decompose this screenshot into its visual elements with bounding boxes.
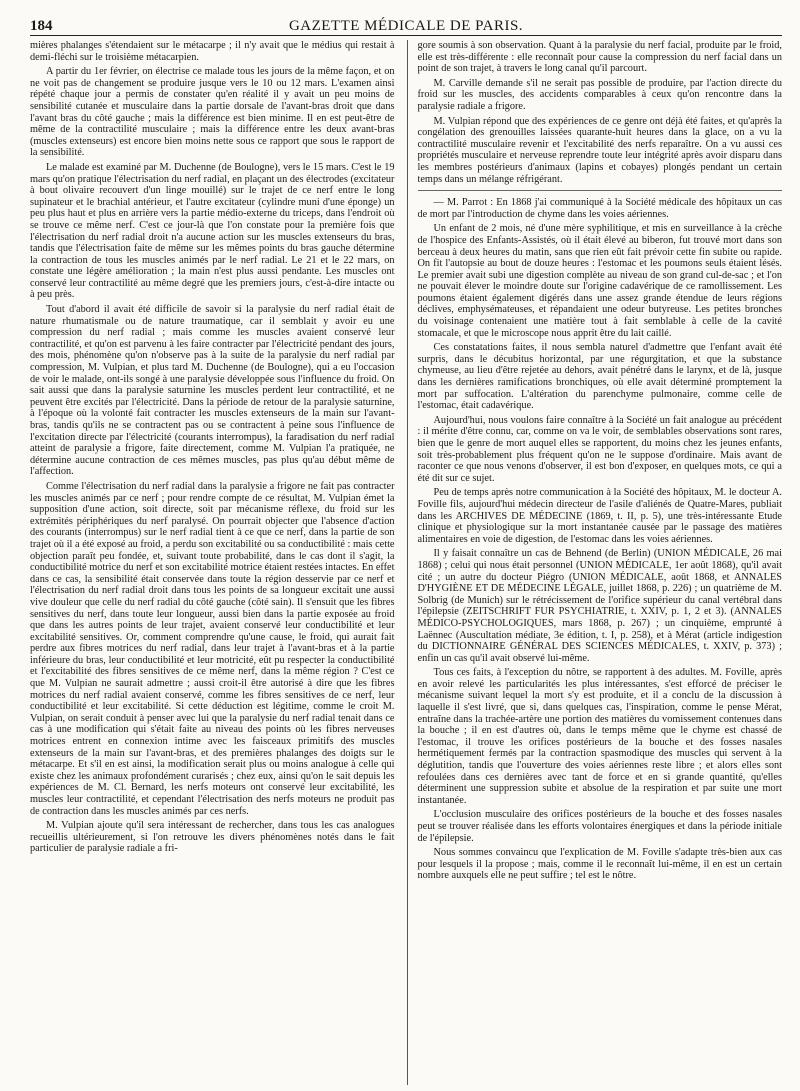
paragraph: Tous ces faits, à l'exception du nôtre, se rapportent à des adultes. M. Foville, après en avoir relevé les particularités les plus intéressantes, s'est efforcé de préciser le mécanisme suivant lequel la mort s'y est produite, et il a conclu de la discussion à laquelle il s'est livré, que si, dans quelques cas, l'inspiration, comme le pense Mérat, entraîne dans la trachée-artère une portion des matières du vomissement contenues dans la bouche ; il en est d'autres où, dans le temps même que le chyme est chassé de l'estomac, il trouve les orifices postérieurs de la bouche et des fosses nasales hermétiquement fermés par la contraction spasmodique des muscles qui servent à la déglutition, tandis que l'ouverture des voies aériennes reste libre ; et alors elles sont refoulées dans ces dernières avec tant de force et en si grande quantité, qu'elles déterminent une suppression subite et absolue de la respiration et par suite une mort instantanée. [417, 667, 782, 806]
paragraph: Peu de temps après notre communication à la Société des hôpitaux, M. le docteur A. Foville fils, aujourd'hui médecin directeur de l'asile d'aliénés de Quatre-Mares, publiait dans les ARCHIVES DE MÉDECINE (1869, t. II, p. 5), une très-intéressante Etude clinique et physiologique sur la mort instantanée causée par le passage des matières alimentaires en voie de digestion, de l'estomac dans les voies aériennes. [417, 487, 782, 545]
text-columns [30, 40, 782, 1085]
paragraph: mières phalanges s'étendaient sur le métacarpe ; il n'y avait que le médius qui restait à demi-fléchi sur le troisième métacarpien. [30, 40, 395, 63]
paragraph: Un enfant de 2 mois, né d'une mère syphilitique, et mis en surveillance à la crèche de l'hospice des Enfants-Assistés, où il était élevé au biberon, fut trouvé mort dans son berceau à deux heures du matin, sans que rien eût fait prévoir cette fin subite ou rapide. On fit l'autopsie au bout de douze heures : l'estomac et les poumons seuls étaient lésés. Le premier avait subi une digestion complète au niveau de son grand cul-de-sac ; et l'on ne pouvait élever le moindre doute sur l'origine cadavérique de ce ramollissement. Les poumons étaient également digérés dans une assez grande étendue de leurs régions déclives, emphysémateuses, et répandaient une odeur butyreuse. Les petites bronches du voisinage contenaient une matière tout à fait semblable à celle de la cavité stomacale, et que le microscope nous apprit être du lait caillé. [417, 223, 782, 339]
paragraph: gore soumis à son observation. Quant à la paralysie du nerf facial, produite par le froid, elle est très-différente : elle reconnaît pour cause la compression du nerf facial dans un point de son trajet, à travers le long canal qu'il parcourt. [417, 40, 782, 75]
paragraph: A partir du 1er février, on électrise ce malade tous les jours de la même façon, et on ne voit pas de changement se produire jusque vers le 10 ou 12 mars. L'examen ainsi répété chaque jour a permis de constater qu'en réalité il y avait un peu moins de sensibilité cutanée et musculaire dans la partie dorsale de l'avant-bras droit que dans l'avant bras du côté gauche ; mais la différence est bien minime. Il en est peut-être de même de la contractilité musculaire ; mais la différence entre les deux avant-bras (muscles extenseurs) est encore bien moins nette sous ce rapport que sous le rapport de la sensibilité. [30, 66, 395, 159]
page-number: 184 [30, 18, 53, 34]
paragraph: M. Carville demande s'il ne serait pas possible de produire, par l'action directe du froid sur les muscles, des accidents comparables à ceux qu'on rencontre dans la paralysie radiale a frigore. [417, 77, 782, 112]
paragraph: L'occlusion musculaire des orifices postérieurs de la bouche et des fosses nasales peut se trouver réalisée dans les efforts volontaires énergiques et dans la période initiale de l'épilepsie. [417, 809, 782, 844]
paragraph: Tout d'abord il avait été difficile de savoir si la paralysie du nerf radial était de nature rhumatismale ou de nature traumatique, car il semblait y avoir eu une compression du nerf radial ; mais comme les muscles avaient conservé leur contractilité, et qu'on est parvenu à les faire contracter par l'électricité pendant des jours, des mois, phénomène qu'on n'observe pas à la suite de la paralysie du nerf radial par compression, M. Vulpian, et plus tard M. Duchenne (de Boulogne), qui a eu l'occasion de voir le malade, ont-ils songé à une paralysie développée sous l'influence du froid. On sait aussi que dans la paralysie saturnine les muscles perdent leur contractilité, et ne peuvent être excités par l'électricité. Dans la période de retour de la paralysie saturnine, à l'époque où la volonté fait contracter les muscles extenseurs de la main sur l'avant-bras, tandis qu'ils ne se contractent pas ou se contractent à peine sous l'influence de l'excitation directe par l'électricité (courants interrompus), la faradisation du nerf radial atteint de paralysie a frigore, faite directement, comme M. Vulpian l'a pratiquée, ne détermine aucune contraction de ces mêmes muscles, pas plus qu'au début même de l'affection. [30, 304, 395, 478]
paragraph: M. Vulpian répond que des expériences de ce genre ont déjà été faites, et qu'après la congélation des grenouilles laissées quarante-huit heures dans la glace, on a vu la contractilité musculaire revenir et l'excitabilité des nerfs reparaître. On a vu aussi ces propriétés musculaire et nerveuse reprendre toute leur intégrité après avoir disparu dans les membres postérieurs d'animaux (lapins et cobayes) plongés pendant un certain temps dans un mélange réfrigérant. [417, 115, 782, 185]
paragraph: — M. Parrot : En 1868 j'ai communiqué à la Société médicale des hôpitaux un cas de mort par l'introduction de chyme dans les voies aériennes. [417, 197, 782, 220]
paragraph: Aujourd'hui, nous voulons faire connaître à la Société un fait analogue au précédent : il mérite d'être connu, car, comme on va le voir, de semblables observations sont rares, bien que le genre de mort auquel elles se rapportent, du moins chez les jeunes enfants, soit très-probablement plus fréquent qu'on ne le suppose d'ordinaire. Mais avant de raconter ce que nous venons d'observer, il est bon d'exposer, en quelques mots, ce qui a été dit sur ce sujet. [417, 414, 782, 484]
paragraph: Il y faisait connaître un cas de Behnend (de Berlin) (UNION MÉDICALE, 26 mai 1868) ; celui qui nous était personnel (UNION MÉDICALE, 1er août 1868), qu'il avait cité ; un autre du docteur Piégro (UNION MÉDICALE, août 1868, et ANNALES D'HYGIÈNE ET DE MÉDECINE LÉGALE, juillet 1868, p. 226) ; un quatrième de M. Solbrig (de Munich) sur le rétrécissement de l'orifice supérieur du canal vertébral dans l'épilepsie (ZEITSCHRIFT FUR PSYCHIATRIE, t. XXIV, p. 1, 2 et 3). (ANNALES MÉDICO-PSYCHOLOGIQUES, mars 1868, p. 267) ; un cinquième, emprunté à Laënnec (Auscultation médiate, 3e édition, t. I, p. 258), et à Mérat (article indigestion du DICTIONNAIRE GÉNÉRAL DES SCIENCES MÉDICALES, t. XXIV, p. 373) ; enfin un cas qu'il avait observé lui-même. [417, 548, 782, 664]
paragraph: Ces constatations faites, il nous sembla naturel d'admettre que l'enfant avait été surpris, dans le décubitus horizontal, par une régurgitation, et que la substance chymeuse, au lieu d'être rejetée au dehors, avait pénétré dans le larynx, et de là, jusque dans les dernières ramifications bronchiques, où elle avait déterminé promptement la mort par suffocation. L'altération du parenchyme pulmonaire, comme celle de l'estomac, était cadavérique. [417, 342, 782, 412]
right-column [407, 40, 783, 1085]
paragraph: Le malade est examiné par M. Duchenne (de Boulogne), vers le 15 mars. C'est le 19 mars qu'on pratique l'électrisation du nerf radial, en plaçant un des électrodes (excitateur à bout olivaire recouvert d'un linge mouillé) sur le trajet de ce nerf entre le long supinateur et le brachial antérieur, et l'autre excitateur (cylindre muni d'une éponge) un peu plus haut et plus en arrière vers la partie médio-externe du triceps, dans l'endroit où se trouve ce même nerf. C'est ce jour-là que l'on constate pour la première fois que l'électrisation du nerf radial droit n'a aucune action sur les muscles extenseurs du bras, tandis que l'électrisation faite de même sur les mêmes points du bras gauche détermine la contraction de tous les muscles animés par le nerf radial. Le 21 et le 22 mars, on constate une légère amélioration ; la main n'est plus aussi pendante. Les muscles ont conservé leur contractilité au même degré que les premiers jours, c'est-à-dire intacte ou à peu près. [30, 161, 395, 301]
section-divider [418, 190, 783, 191]
paragraph: Nous sommes convaincu que l'explication de M. Foville s'adapte très-bien aux cas pour lesquels il la propose ; mais, comme il le reconnaît lui-même, il en est un certain nombre auxquels elle ne peut suffire ; tel est le nôtre. [417, 847, 782, 882]
paragraph: M. Vulpian ajoute qu'il sera intéressant de rechercher, dans tous les cas analogues recueillis ultérieurement, si l'on retrouve les divers phénomènes notés dans le fait particulier de paralysie radiale a fri- [30, 820, 395, 855]
header-rule [30, 35, 782, 36]
journal-title: GAZETTE MÉDICALE DE PARIS. [288, 18, 524, 34]
paragraph: Comme l'électrisation du nerf radial dans la paralysie a frigore ne fait pas contracter les muscles animés par ce nerf ; pour rendre compte de ce résultat, M. Vulpian émet la supposition d'une action, soit directe, soit par mécanisme réflexe, du froid sur les extrémités périphériques du nerf paralysé. On pourrait objecter que l'absence d'action des courants (interrompus) sur le nerf radial tient à ce que ce nerf, dans la partie de son trajet où il a été exposé au froid, a perdu son excitabilité ou sa conductibilité : mais cette objection paraît peu fondée, et, suivant toute probabilité, dans le cas dont il s'agit, la conductibilité motrice du nerf et son excitabilité motrice étaient restées intactes. En effet dans ce cas, la sensibilité était conservée dans toute la région desservie par ce nerf et l'électrisation du nerf radial droit dans tous les points de sa longueur excitait une aussi vive douleur que celle du nerf radial du côté gauche (côté sain). Il s'ensuit que les fibres sensitives du nerf, dans toute leur longueur, aussi bien dans la partie exposée au froid que dans les autres points de leur trajet, avaient conservé leur conductibilité et leur excitabilité sensitives. Or, comment comprendre qu'une cause, le froid, qui aurait fait perdre aux fibres motrices du nerf radial, dans leur trajet à l'avant-bras et à la partie inférieure du bras, leur conductibilité et leur motricité, eût pu respecter la conductibilité et l'excitabilité des fibres sensitives de ce même nerf, dans la même région ? C'est ce que M. Vulpian ne saurait admettre ; aussi croit-il être autorisé à dire que les fibres motrices du nerf radial avaient conservé, comme les fibres sensitives de ce nerf, leur conductibilité et leur excitabilité. Si cette déduction est légitime, comme le croit M. Vulpian, on serait conduit à penser avec lui que la paralysie du nerf radial tenait dans ce cas à une modification qui s'était faite au niveau des points où les fibres nerveuses motrices entrent en connexion intime avec les faisceaux primitifs des muscles extenseurs de la main sur l'avant-bras, et des premières phalanges des doigts sur le métacarpe. Et s'il en est ainsi, la modification serait plus ou moins analogue à celle qui existe chez les animaux profondément curarisés ; chez eux, ainsi qu'on le sait depuis les expériences de M. Cl. Bernard, les nerfs moteurs ont conservé leur excitabilité, les muscles leur contractilité, et cependant l'électrisation des nerfs moteurs ne produit pas de contraction dans les muscles animés par ces nerfs. [30, 480, 395, 817]
left-column [30, 40, 395, 1085]
